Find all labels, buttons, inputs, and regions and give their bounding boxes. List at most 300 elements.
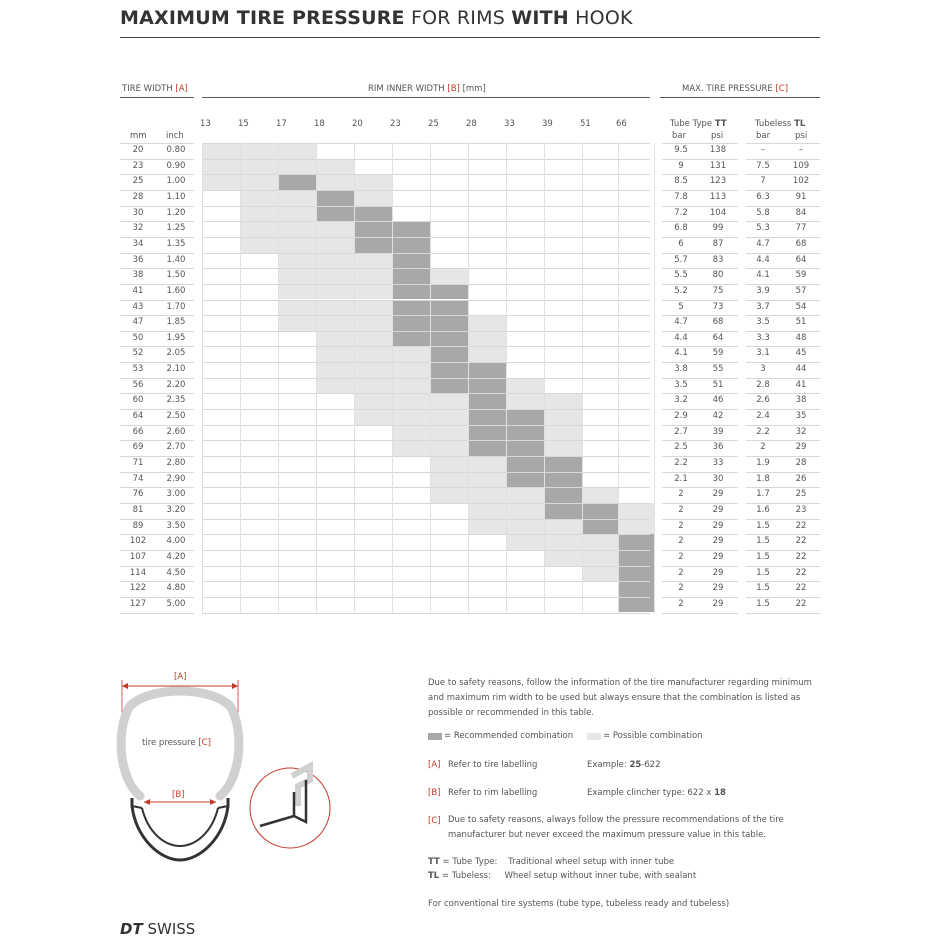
- row-line: [120, 284, 194, 285]
- legend-possible-swatch: [587, 733, 601, 740]
- possible-cell: [240, 174, 278, 190]
- tl-psi: 77: [795, 223, 807, 234]
- tt-bar: 2: [678, 504, 684, 515]
- recommended-cell: [618, 581, 654, 597]
- rim-width-col-header: 66: [616, 119, 627, 129]
- tt-bar: 2: [678, 567, 684, 578]
- row-line: [662, 315, 738, 316]
- possible-cell: [430, 409, 468, 425]
- tt-bar: 2: [678, 536, 684, 547]
- possible-cell: [316, 300, 354, 316]
- possible-cell: [354, 268, 392, 284]
- row-line: [662, 425, 738, 426]
- row-line: [746, 487, 820, 488]
- recommended-cell: [430, 346, 468, 362]
- row-line: [746, 456, 820, 457]
- note-b-text: Refer to rim labelling: [448, 788, 538, 798]
- row-line: [202, 613, 650, 614]
- tt-psi: 73: [712, 301, 724, 312]
- rim-tire-diagram: [110, 668, 340, 878]
- tt-bar: 9: [678, 160, 684, 171]
- recommended-cell: [618, 597, 654, 613]
- tt-psi: 104: [709, 207, 727, 218]
- diagram-pressure-label: tire pressure [C]: [142, 738, 211, 748]
- recommended-cell: [468, 440, 506, 456]
- tl-bar: 7: [760, 176, 766, 187]
- possible-cell: [278, 159, 316, 175]
- tire-inch: 2.60: [166, 426, 186, 437]
- tt-psi: 36: [712, 442, 724, 453]
- row-line: [746, 534, 820, 535]
- row-line: [746, 206, 820, 207]
- tl-psi: 84: [795, 207, 807, 218]
- possible-cell: [392, 440, 430, 456]
- tire-mm: 66: [132, 426, 144, 437]
- possible-cell: [202, 174, 240, 190]
- tire-inch: 1.40: [166, 254, 186, 265]
- tl-psi: 22: [795, 536, 807, 547]
- tire-mm: 107: [129, 551, 147, 562]
- tire-mm: 34: [132, 238, 144, 249]
- rim-width-col-header: 33: [504, 119, 515, 129]
- row-line: [746, 409, 820, 410]
- note-c-code: [C]: [428, 816, 441, 826]
- recommended-cell: [316, 190, 354, 206]
- rim-width-header: RIM INNER WIDTH [B] [mm]: [368, 84, 486, 94]
- tt-bar: 8.5: [674, 176, 688, 187]
- possible-cell: [392, 346, 430, 362]
- safety-note: Due to safety reasons, follow the information of the tire manufacturer regarding minimum and maximum rim width to be used but always ensure that the combination is listed as possible or recommended in this table.: [428, 678, 812, 718]
- tl-bar: 1.6: [756, 504, 770, 515]
- tt-psi: 80: [712, 270, 724, 281]
- tire-mm: 50: [132, 332, 144, 343]
- possible-cell: [430, 456, 468, 472]
- possible-cell: [468, 503, 506, 519]
- row-line: [662, 159, 738, 160]
- note-c-text: Due to safety reasons, always follow the pressure recommendations of the tire manufacturer but never exceed the maximum pressure value in this table.: [448, 815, 784, 840]
- tt-psi: 39: [712, 426, 724, 437]
- tt-bar: 6: [678, 238, 684, 249]
- tl-bar: 2.6: [756, 395, 770, 406]
- row-line: [662, 487, 738, 488]
- row-line: [746, 237, 820, 238]
- possible-cell: [392, 409, 430, 425]
- recommended-cell: [544, 472, 582, 488]
- tire-mm: 41: [132, 285, 144, 296]
- recommended-cell: [430, 331, 468, 347]
- row-line: [746, 315, 820, 316]
- row-line: [120, 487, 194, 488]
- tl-bar: 1.5: [756, 567, 770, 578]
- tire-inch: 1.70: [166, 301, 186, 312]
- tt-bar: 7.2: [674, 207, 688, 218]
- row-line: [746, 550, 820, 551]
- tl-psi: 91: [795, 191, 807, 202]
- possible-cell: [354, 393, 392, 409]
- tl-bar: 5.8: [756, 207, 770, 218]
- recommended-cell: [430, 378, 468, 394]
- recommended-cell: [392, 221, 430, 237]
- row-line: [662, 472, 738, 473]
- tire-inch: 3.20: [166, 504, 186, 515]
- recommended-cell: [430, 284, 468, 300]
- row-line: [746, 268, 820, 269]
- col-line: [544, 143, 545, 613]
- tt-bar: 2.7: [674, 426, 688, 437]
- row-line: [746, 221, 820, 222]
- possible-cell: [240, 237, 278, 253]
- tire-mm: 25: [132, 176, 144, 187]
- row-line: [120, 378, 194, 379]
- tl-bar: 6.3: [756, 191, 770, 202]
- possible-cell: [430, 472, 468, 488]
- possible-cell: [354, 190, 392, 206]
- row-line: [120, 268, 194, 269]
- tl-bar: 1.8: [756, 473, 770, 484]
- recommended-cell: [506, 456, 544, 472]
- possible-cell: [354, 253, 392, 269]
- row-line: [662, 393, 738, 394]
- possible-cell: [506, 378, 544, 394]
- possible-cell: [278, 190, 316, 206]
- row-line: [120, 174, 194, 175]
- possible-cell: [278, 268, 316, 284]
- tt-bar: 2.2: [674, 458, 688, 468]
- tl-bar: 2: [760, 442, 766, 453]
- tl-psi: 23: [795, 504, 807, 515]
- possible-cell: [544, 534, 582, 550]
- recommended-cell: [354, 206, 392, 222]
- tl-bar-header: bar: [756, 131, 771, 141]
- possible-cell: [544, 425, 582, 441]
- tt-psi: 99: [712, 223, 724, 234]
- possible-cell: [354, 315, 392, 331]
- possible-cell: [240, 190, 278, 206]
- row-line: [120, 456, 194, 457]
- brand-logo: DT SWISS: [120, 920, 196, 938]
- tire-mm: 56: [132, 379, 144, 390]
- tt-bar: 5.5: [674, 270, 688, 281]
- row-line: [120, 237, 194, 238]
- tt-bar: 9.5: [674, 145, 688, 155]
- tt-psi: 29: [712, 520, 724, 531]
- possible-cell: [354, 378, 392, 394]
- recommended-cell: [468, 425, 506, 441]
- tt-bar: 4.1: [674, 348, 688, 359]
- tt-psi: 46: [712, 395, 724, 406]
- tl-bar: 3.9: [756, 285, 770, 296]
- possible-cell: [582, 566, 618, 582]
- tire-inch: 1.85: [166, 317, 186, 328]
- tt-psi-header: psi: [711, 131, 724, 141]
- tl-psi: 59: [795, 270, 807, 281]
- possible-cell: [468, 331, 506, 347]
- row-line: [662, 237, 738, 238]
- possible-cell: [316, 315, 354, 331]
- tl-psi: 38: [795, 395, 807, 406]
- row-line: [746, 425, 820, 426]
- tt-header: Tube Type TT: [670, 119, 727, 129]
- tt-psi: 29: [712, 598, 724, 609]
- possible-cell: [392, 425, 430, 441]
- possible-cell: [430, 440, 468, 456]
- tl-bar: 2.2: [756, 426, 770, 437]
- row-line: [746, 378, 820, 379]
- possible-cell: [468, 519, 506, 535]
- possible-cell: [506, 519, 544, 535]
- tire-inch: 2.90: [166, 473, 186, 484]
- col-line: [240, 143, 241, 613]
- tl-psi: 26: [795, 473, 807, 484]
- row-line: [120, 143, 194, 144]
- possible-cell: [240, 159, 278, 175]
- row-line: [120, 362, 194, 363]
- tt-psi: 131: [709, 160, 727, 171]
- tire-inch: 0.80: [166, 145, 186, 155]
- recommended-cell: [392, 268, 430, 284]
- recommended-cell: [618, 550, 654, 566]
- row-line: [746, 566, 820, 567]
- recommended-cell: [392, 253, 430, 269]
- tl-psi: 48: [795, 332, 807, 343]
- possible-cell: [392, 362, 430, 378]
- tl-psi: 64: [795, 254, 807, 265]
- row-line: [120, 519, 194, 520]
- tt-bar: 2: [678, 583, 684, 594]
- tt-psi: 138: [709, 145, 727, 155]
- tl-bar: 3.7: [756, 301, 770, 312]
- tt-psi: 75: [712, 285, 724, 296]
- tl-bar: 1.5: [756, 551, 770, 562]
- tt-bar: 2.5: [674, 442, 688, 453]
- possible-cell: [240, 221, 278, 237]
- tire-inch: 1.50: [166, 270, 186, 281]
- tl-psi: 29: [795, 442, 807, 453]
- tl-psi: 41: [795, 379, 807, 390]
- tire-inch: 2.20: [166, 379, 186, 390]
- tl-psi: 44: [795, 364, 807, 375]
- tt-bar: 3.8: [674, 364, 688, 375]
- row-line: [120, 346, 194, 347]
- tire-mm: 89: [132, 520, 144, 531]
- row-line: [746, 174, 820, 175]
- tire-mm: 23: [132, 160, 144, 171]
- row-line: [662, 550, 738, 551]
- rim-width-col-header: 13: [200, 119, 211, 129]
- row-line: [120, 331, 194, 332]
- possible-cell: [278, 315, 316, 331]
- tl-bar: 3.3: [756, 332, 770, 343]
- row-line: [120, 253, 194, 254]
- possible-cell: [544, 393, 582, 409]
- tire-mm: 122: [129, 583, 147, 594]
- tl-psi: 68: [795, 238, 807, 249]
- rim-width-col-header: 17: [276, 119, 287, 129]
- row-line: [662, 597, 738, 598]
- possible-cell: [316, 174, 354, 190]
- tt-psi: 83: [712, 254, 724, 265]
- tire-inch: 2.05: [166, 348, 186, 359]
- tt-psi: 68: [712, 317, 724, 328]
- recommended-cell: [392, 284, 430, 300]
- tt-psi: 51: [712, 379, 724, 390]
- tl-header: Tubeless TL: [755, 119, 806, 129]
- page-title: MAXIMUM TIRE PRESSURE FOR RIMS WITH HOOK: [120, 7, 633, 29]
- rim-width-col-header: 18: [314, 119, 325, 129]
- tire-mm: 127: [129, 598, 147, 609]
- possible-cell: [468, 315, 506, 331]
- tl-bar: 2.4: [756, 411, 770, 422]
- recommended-cell: [354, 221, 392, 237]
- recommended-cell: [618, 566, 654, 582]
- possible-cell: [506, 487, 544, 503]
- possible-cell: [316, 331, 354, 347]
- row-line: [746, 143, 820, 144]
- tire-inch: 3.50: [166, 520, 186, 531]
- tire-inch: 1.95: [166, 332, 186, 343]
- possible-cell: [582, 487, 618, 503]
- tl-bar: 1.5: [756, 598, 770, 609]
- tt-bar: 5.2: [674, 285, 688, 296]
- tire-inch: 0.90: [166, 160, 186, 171]
- max-pressure-header: MAX. TIRE PRESSURE [C]: [682, 84, 789, 94]
- rim-width-col-header: 51: [580, 119, 591, 129]
- recommended-cell: [544, 456, 582, 472]
- row-line: [662, 206, 738, 207]
- recommended-cell: [468, 378, 506, 394]
- tire-mm: 20: [132, 145, 144, 155]
- tl-psi: 102: [792, 176, 810, 187]
- row-line: [662, 190, 738, 191]
- tire-inch: 1.25: [166, 223, 186, 234]
- tire-mm: 60: [132, 395, 144, 406]
- row-line: [662, 268, 738, 269]
- row-line: [662, 503, 738, 504]
- possible-cell: [582, 534, 618, 550]
- possible-cell: [392, 393, 430, 409]
- row-line: [746, 440, 820, 441]
- recommended-cell: [430, 362, 468, 378]
- col-line: [468, 143, 469, 613]
- row-line: [746, 159, 820, 160]
- row-line: [746, 519, 820, 520]
- tl-bar: 1.7: [756, 489, 770, 500]
- tl-psi: 25: [795, 489, 807, 500]
- tl-bar: 4.7: [756, 238, 770, 249]
- recommended-cell: [392, 237, 430, 253]
- recommended-cell: [468, 393, 506, 409]
- row-line: [662, 581, 738, 582]
- tire-inch: 2.80: [166, 458, 186, 468]
- tt-bar: 2: [678, 598, 684, 609]
- tl-psi: 22: [795, 598, 807, 609]
- recommended-cell: [544, 487, 582, 503]
- tl-psi: –: [798, 145, 804, 155]
- recommended-cell: [544, 503, 582, 519]
- possible-cell: [202, 143, 240, 159]
- row-line: [120, 550, 194, 551]
- recommended-cell: [392, 300, 430, 316]
- tl-bar: 1.5: [756, 536, 770, 547]
- row-line: [746, 331, 820, 332]
- rim-width-col-header: 15: [238, 119, 249, 129]
- row-line: [746, 346, 820, 347]
- row-line: [746, 581, 820, 582]
- row-line: [662, 362, 738, 363]
- row-line: [120, 159, 194, 160]
- recommended-cell: [392, 315, 430, 331]
- tt-bar: 2: [678, 489, 684, 500]
- tl-psi: 57: [795, 285, 807, 296]
- tl-psi-header: psi: [795, 131, 808, 141]
- recommended-cell: [506, 440, 544, 456]
- tl-bar: 4.1: [756, 270, 770, 281]
- tl-bar: 3.5: [756, 317, 770, 328]
- possible-cell: [544, 409, 582, 425]
- legend-recommended-swatch: [428, 733, 442, 740]
- col-line: [618, 143, 619, 613]
- possible-cell: [316, 221, 354, 237]
- possible-cell: [278, 237, 316, 253]
- possible-cell: [316, 378, 354, 394]
- tire-inch: 2.70: [166, 442, 186, 453]
- row-line: [662, 456, 738, 457]
- row-line: [120, 581, 194, 582]
- note-a-text: Refer to tire labelling: [448, 760, 538, 770]
- possible-cell: [316, 346, 354, 362]
- tire-mm: 47: [132, 317, 144, 328]
- recommended-cell: [392, 331, 430, 347]
- col-line: [582, 143, 583, 613]
- tt-psi: 29: [712, 567, 724, 578]
- tl-bar: 7.5: [756, 160, 770, 171]
- tire-mm: 38: [132, 270, 144, 281]
- recommended-cell: [430, 315, 468, 331]
- tt-definition: TT = Tube Type: Traditional wheel setup with inner tube: [428, 857, 675, 867]
- tl-bar: 2.8: [756, 379, 770, 390]
- diagram-b-label: [B]: [172, 790, 185, 800]
- rim-width-col-header: 28: [466, 119, 477, 129]
- tire-inch: 4.50: [166, 567, 186, 578]
- tl-bar: –: [760, 145, 766, 155]
- tt-psi: 113: [709, 191, 727, 202]
- tt-bar: 4.4: [674, 332, 688, 343]
- row-line: [120, 190, 194, 191]
- tire-mm: 74: [132, 473, 144, 484]
- possible-cell: [354, 284, 392, 300]
- tt-bar: 7.8: [674, 191, 688, 202]
- row-line: [120, 315, 194, 316]
- possible-cell: [544, 440, 582, 456]
- col-line: [202, 143, 203, 613]
- tt-psi: 55: [712, 364, 724, 375]
- row-line: [120, 409, 194, 410]
- tire-inch: 1.60: [166, 285, 186, 296]
- tire-inch: 4.80: [166, 583, 186, 594]
- tire-mm: 102: [129, 536, 147, 547]
- tt-psi: 33: [712, 458, 724, 468]
- rim-width-col-header: 23: [390, 119, 401, 129]
- tire-mm: 52: [132, 348, 144, 359]
- tt-bar: 5: [678, 301, 684, 312]
- possible-cell: [316, 268, 354, 284]
- possible-cell: [354, 362, 392, 378]
- legend-possible-label: = Possible combination: [603, 731, 703, 741]
- row-line: [120, 221, 194, 222]
- possible-cell: [468, 346, 506, 362]
- tt-psi: 30: [712, 473, 724, 484]
- possible-cell: [240, 206, 278, 222]
